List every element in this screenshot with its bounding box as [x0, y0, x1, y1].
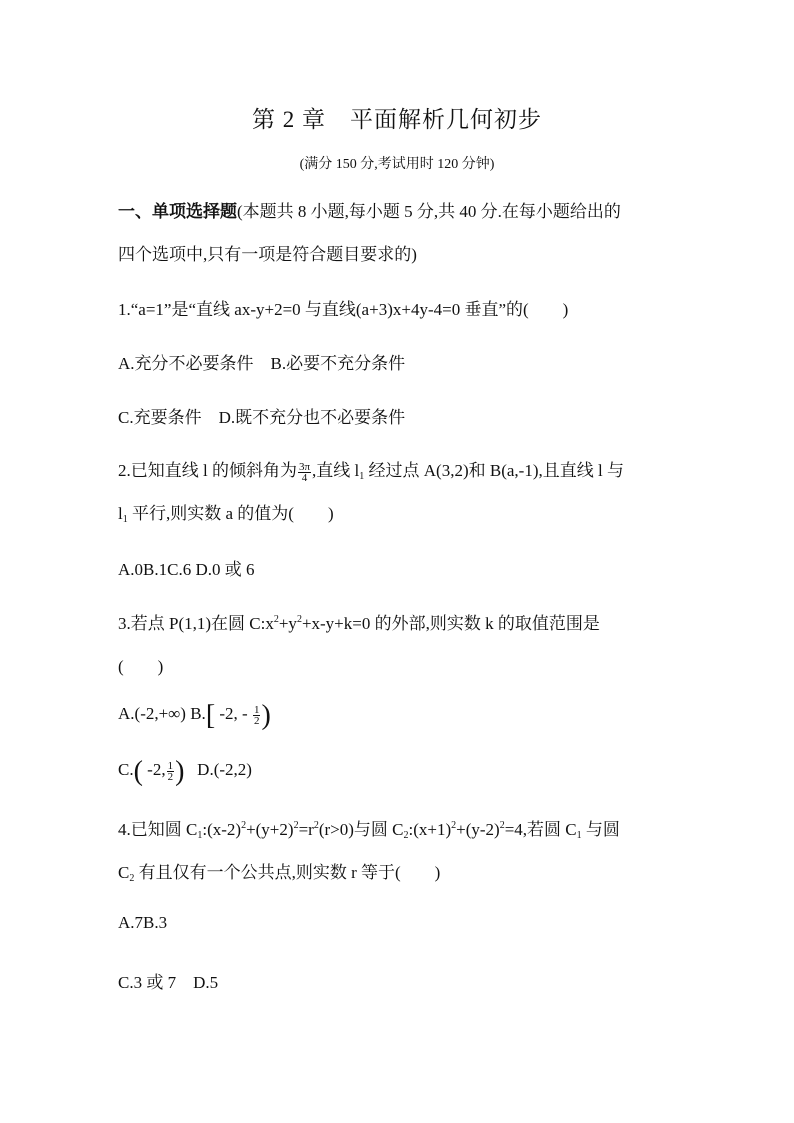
q3-option-c-prefix: C. [118, 760, 134, 779]
question-1-options-cd: C.充要条件 D.既不充分也不必要条件 [118, 408, 406, 427]
page-title: 第 2 章 平面解析几何初步 [252, 107, 542, 132]
section-description: (本题共 8 小题,每小题 5 分,共 40 分.在每小题给出的 [237, 202, 621, 221]
question-1-stem: 1.“a=1”是“直线 ax-y+2=0 与直线(a+3)x+4y-4=0 垂直”的( ) [118, 300, 569, 319]
q3-option-b-body: -2, - [215, 704, 252, 723]
q4-line2-a: C [118, 863, 130, 882]
fraction-one-half [253, 705, 261, 726]
q2-line2-a: l [118, 504, 123, 523]
section-description-line2: 四个选项中,只有一项是符合题目要求的) [118, 245, 417, 264]
fraction-numerator: 1 [253, 703, 260, 716]
fraction-denominator: 2 [253, 714, 260, 727]
question-1-options-ab: A.充分不必要条件 B.必要不充分条件 [118, 354, 406, 373]
q3-option-a: A.(-2,+∞) B. [118, 704, 206, 723]
q3-text-2: +y [278, 614, 297, 633]
fraction-denominator: 4 [301, 471, 308, 484]
section-heading: 一、单项选择题 [118, 202, 237, 221]
question-3-stem [118, 609, 600, 634]
fraction-one-half [167, 761, 175, 782]
question-4-stem [118, 815, 620, 841]
q2-line2-b: 平行,则实数 a 的值为( ) [127, 504, 334, 523]
q4-text: =r [298, 820, 314, 839]
question-4-options-cd: C.3 或 7 D.5 [118, 973, 219, 992]
section-heading-line [118, 197, 621, 222]
q4-text: =4,若圆 C [504, 820, 577, 839]
question-3-answer-blank: ( ) [118, 657, 164, 676]
superscript: 2 [313, 820, 319, 831]
question-2-options: A.0B.1C.6 D.0 或 6 [118, 560, 255, 579]
question-4-stem-line2 [118, 858, 440, 884]
q3-text-3: +x-y+k=0 的外部,则实数 k 的取值范围是 [301, 614, 600, 633]
question-3-options-ab [118, 702, 271, 730]
subscript: 1 [197, 830, 203, 841]
question-4-options-ab: A.7B.3 [118, 913, 168, 932]
subscript: 1 [122, 514, 128, 525]
subscript: 1 [576, 830, 582, 841]
page-subtitle: (满分 150 分,考试用时 120 分钟) [299, 157, 495, 172]
superscript: 2 [293, 820, 299, 831]
q3-text-1: 3.若点 P(1,1)在圆 C:x [118, 614, 274, 633]
q4-text: :(x-2) [202, 820, 242, 839]
superscript: 2 [499, 820, 505, 831]
subscript: 1 [359, 471, 365, 482]
right-paren: ) [175, 756, 185, 787]
superscript: 2 [241, 820, 247, 831]
superscript: 2 [451, 820, 457, 831]
fraction-numerator: 1 [167, 759, 174, 772]
question-3-options-cd [118, 758, 252, 786]
q2-text-1: 2.已知直线 l 的倾斜角为 [118, 461, 297, 480]
q2-text-3: 经过点 A(3,2)和 B(a,-1),且直线 l 与 [364, 461, 624, 480]
question-2-stem [118, 456, 624, 483]
q3-option-c-body: -2, [142, 760, 166, 779]
fraction-3pi-over-4 [298, 462, 311, 483]
fraction-denominator: 2 [167, 770, 174, 783]
subscript: 2 [129, 873, 135, 884]
q4-text: :(x+1) [408, 820, 452, 839]
superscript: 2 [273, 614, 279, 625]
subscript: 2 [403, 830, 409, 841]
q4-text: 4.已知圆 C [118, 820, 198, 839]
q4-text: (r>0)与圆 C [318, 820, 404, 839]
left-paren: ( [133, 756, 143, 787]
right-paren: ) [261, 700, 271, 731]
question-2-stem-line2 [118, 499, 334, 525]
q3-option-d: D.(-2,2) [184, 760, 252, 779]
q4-text: +(y-2) [456, 820, 500, 839]
q4-text: 与圆 [581, 820, 620, 839]
q4-line2-b: 有且仅有一个公共点,则实数 r 等于( ) [134, 863, 441, 882]
left-bracket: [ [205, 700, 216, 731]
fraction-numerator: 3π [298, 460, 311, 473]
q2-text-2: ,直线 l [312, 461, 360, 480]
q4-text: +(y+2) [246, 820, 294, 839]
superscript: 2 [296, 614, 302, 625]
